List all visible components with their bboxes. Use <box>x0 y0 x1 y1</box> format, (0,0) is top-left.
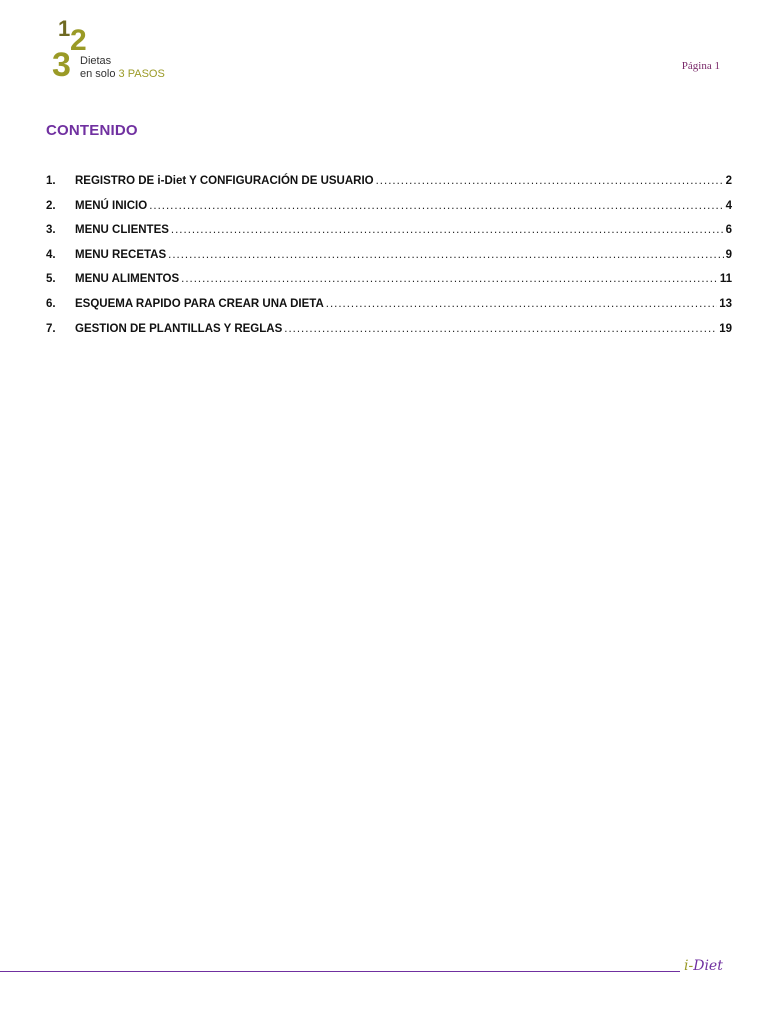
logo-digit-2: 2 <box>70 24 87 57</box>
toc-entry-page: 6 <box>725 224 732 237</box>
footer-rule <box>0 971 680 972</box>
logo-text-accent: 3 PASOS <box>118 68 165 80</box>
logo-digit-1: 1 <box>58 16 71 41</box>
toc-entry-page: 2 <box>725 175 732 187</box>
toc-entry-title: MENU CLIENTES <box>75 224 169 237</box>
toc-leader-dots <box>376 175 724 187</box>
logo-digit-3: 3 <box>52 46 71 84</box>
toc-entry-number: 7. <box>46 322 56 335</box>
toc-entry-page: 9 <box>725 248 732 261</box>
toc-entry-page: 19 <box>719 322 732 335</box>
toc-entry-title: REGISTRO DE i-Diet Y CONFIGURACIÓN DE USUARIO <box>75 175 374 187</box>
toc-leader-dots <box>284 323 717 335</box>
toc-entry-page: 13 <box>719 297 732 310</box>
logo-text-line-2 <box>80 69 165 80</box>
toc-leader-dots <box>149 200 723 212</box>
toc-entry-page: 4 <box>725 199 732 212</box>
toc-entry-number: 1. <box>46 175 56 187</box>
toc-heading: CONTENIDO <box>46 122 138 139</box>
toc-entry-title: GESTION DE PLANTILLAS Y REGLAS <box>75 322 283 335</box>
logo <box>52 18 172 88</box>
toc-entry-number: 3. <box>46 224 56 237</box>
table-of-contents <box>46 175 732 347</box>
toc-leader-dots <box>181 273 718 285</box>
toc-entry[interactable] <box>46 323 732 348</box>
footer-brand-prefix: i- <box>684 958 694 974</box>
toc-entry-title: ESQUEMA RAPIDO PARA CREAR UNA DIETA <box>75 297 324 310</box>
footer-brand-logo <box>684 958 723 974</box>
toc-leader-dots <box>171 224 724 236</box>
footer-brand-name: Diet <box>693 958 723 974</box>
toc-entry-number: 6. <box>46 297 56 310</box>
toc-entry-title: MENU ALIMENTOS <box>75 273 180 286</box>
toc-entry-page: 11 <box>719 273 732 286</box>
logo-text-prefix: en solo <box>80 68 116 80</box>
toc-entry[interactable] <box>46 200 732 225</box>
page-number: Página 1 <box>681 60 720 72</box>
toc-entry-title: MENU RECETAS <box>75 248 167 261</box>
logo-text-line-1: Dietas <box>80 55 112 67</box>
toc-leader-dots <box>168 249 723 261</box>
toc-entry[interactable] <box>46 224 732 249</box>
toc-entry-title: MENÚ INICIO <box>75 199 148 212</box>
toc-entry-number: 5. <box>46 273 56 286</box>
toc-entry[interactable] <box>46 175 732 200</box>
toc-entry-number: 2. <box>46 199 56 212</box>
toc-entry-number: 4. <box>46 248 56 261</box>
toc-entry[interactable] <box>46 249 732 274</box>
toc-entry[interactable] <box>46 273 732 298</box>
toc-leader-dots <box>326 298 717 310</box>
toc-entry[interactable] <box>46 298 732 323</box>
